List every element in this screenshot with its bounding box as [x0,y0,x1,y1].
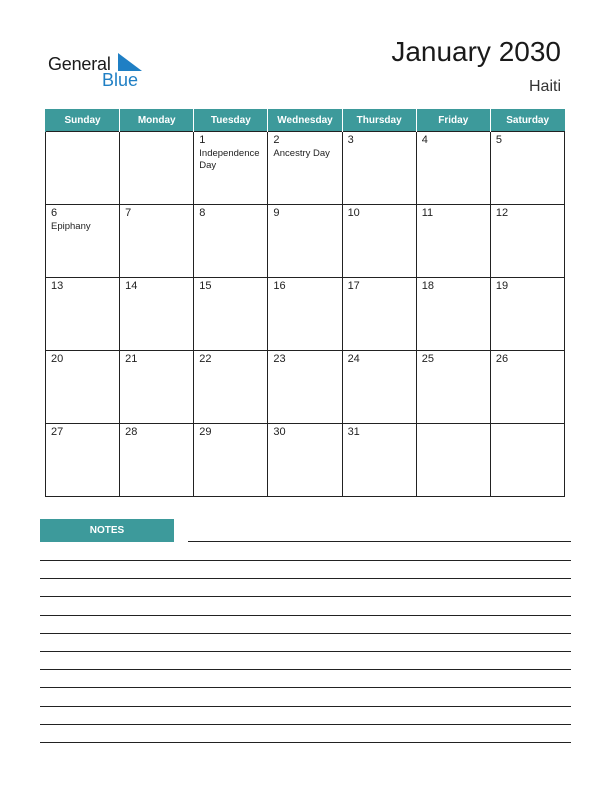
day-number [491,424,564,426]
day-number: 6 [51,207,58,219]
day-number: 17 [347,280,360,292]
day-number: 22 [199,353,212,365]
day-number: 19 [495,280,509,292]
week-row [46,424,565,497]
week-row [46,278,565,351]
day-cell [120,205,194,278]
day-cell [120,351,194,424]
day-cell [342,424,416,497]
day-cell [416,205,490,278]
day-number: 21 [125,353,138,365]
day-cell [120,278,194,351]
day-cell [46,424,120,497]
day-number [417,424,490,426]
day-cell [46,351,120,424]
day-number: 20 [51,353,64,365]
weekday-sunday: Sunday [46,109,120,132]
day-number: 13 [51,280,64,292]
day-number: 8 [199,207,206,219]
day-number: 27 [51,426,64,438]
generalblue-logo [48,52,148,92]
day-cell [490,351,564,424]
week-row [46,132,565,205]
logo-text-blue: Blue [102,70,139,90]
day-cell [416,132,490,205]
day-number: 24 [347,353,360,365]
day-number: 29 [199,426,212,438]
weekday-header-row [46,109,565,132]
notes-line [40,651,571,652]
day-cell [416,351,490,424]
day-cell [342,351,416,424]
notes-line [40,596,571,597]
day-cell [416,278,490,351]
notes-line [40,615,571,616]
logo-flag-icon [118,53,142,71]
day-number: 28 [125,426,138,438]
day-number: 12 [495,207,509,219]
day-number: 2 [273,134,280,146]
notes-line [40,560,571,561]
day-number: 23 [273,353,286,365]
day-cell [268,132,342,205]
weekday-saturday: Saturday [490,109,564,132]
calendar-grid [45,109,565,497]
weekday-thursday: Thursday [342,109,416,132]
day-cell [46,205,120,278]
holiday-label: Ancestry Day [273,148,330,159]
day-cell [268,351,342,424]
notes-line [40,669,571,670]
weekday-monday: Monday [120,109,194,132]
notes-label: NOTES [40,519,174,542]
day-number: 18 [421,280,434,292]
day-cell [490,424,564,497]
day-number [120,132,193,134]
day-number: 25 [421,353,434,365]
day-number: 30 [273,426,286,438]
notes-line [40,687,571,688]
day-number: 15 [199,280,212,292]
week-row [46,351,565,424]
day-number: 14 [125,280,138,292]
day-cell [490,278,564,351]
holiday-label: Independence Day [199,148,260,171]
weekday-friday: Friday [416,109,490,132]
day-number: 4 [421,134,428,146]
day-cell [120,424,194,497]
day-number: 7 [125,207,132,219]
day-cell [342,132,416,205]
day-number: 3 [347,134,354,146]
week-row [46,205,565,278]
day-cell [46,278,120,351]
day-cell [194,351,268,424]
day-cell [268,278,342,351]
notes-line [40,724,571,725]
notes-line [188,541,571,542]
day-number: 10 [347,207,360,219]
notes-line [40,578,571,579]
day-cell [194,205,268,278]
day-number [46,132,119,134]
weekday-tuesday: Tuesday [194,109,268,132]
day-number: 16 [273,280,286,292]
day-cell [416,424,490,497]
calendar-country: Haiti [528,78,561,95]
day-cell [194,278,268,351]
day-cell [490,205,564,278]
day-cell [46,132,120,205]
weekday-wednesday: Wednesday [268,109,342,132]
day-number: 11 [421,207,434,219]
holiday-label: Epiphany [51,221,91,232]
notes-line [40,742,571,743]
notes-line [40,706,571,707]
day-number: 26 [495,353,509,365]
day-cell [342,205,416,278]
calendar-title: January 2030 [391,36,561,67]
day-cell [194,132,268,205]
day-cell [268,424,342,497]
day-number: 1 [199,134,206,146]
day-cell [120,132,194,205]
logo-text-general: General [48,54,111,74]
day-cell [490,132,564,205]
day-cell [342,278,416,351]
day-number: 5 [495,134,502,146]
day-cell [268,205,342,278]
day-cell [194,424,268,497]
notes-line [40,633,571,634]
day-number: 31 [347,426,360,438]
day-number: 9 [273,207,280,219]
